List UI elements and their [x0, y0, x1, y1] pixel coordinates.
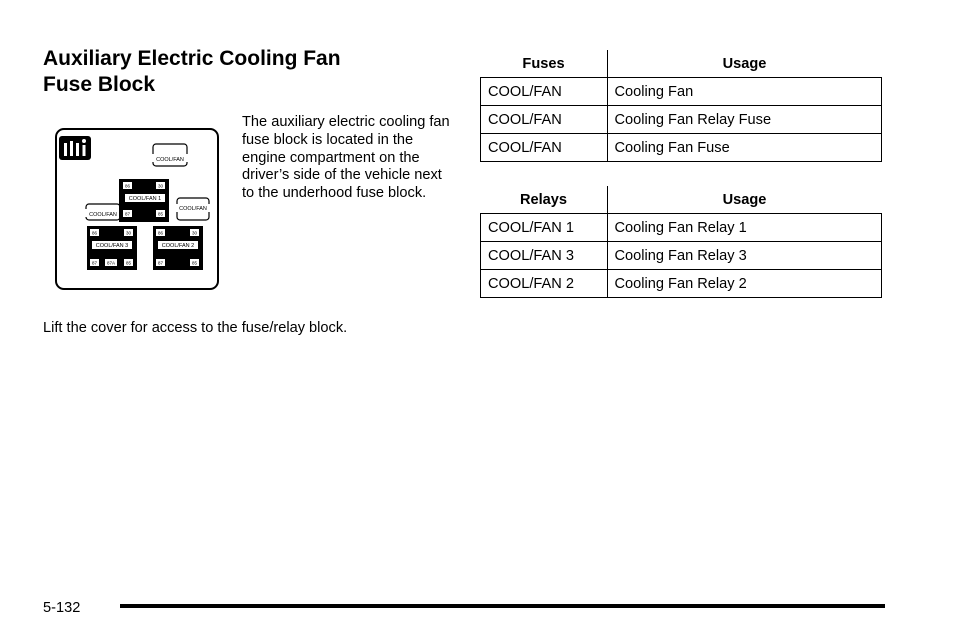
table-cell: Cooling Fan Fuse	[607, 134, 882, 162]
svg-text:87: 87	[124, 211, 131, 217]
svg-text:30: 30	[125, 230, 132, 236]
fuse-top-label: COOL/FAN	[156, 157, 184, 163]
page-title	[43, 46, 341, 98]
table-cell: COOL/FAN 1	[481, 214, 608, 242]
relay-cool-fan-2	[153, 226, 203, 270]
svg-text:85: 85	[157, 211, 164, 217]
relay-cool-fan-1	[119, 179, 169, 222]
svg-text:85: 85	[125, 260, 132, 266]
fuse-left-label: COOL/FAN	[89, 212, 117, 218]
table-cell: Cooling Fan Relay 3	[607, 242, 882, 270]
svg-text:87: 87	[91, 260, 98, 266]
fuse-top	[152, 144, 188, 166]
title-line-2: Fuse Block	[43, 73, 156, 96]
svg-text:30: 30	[191, 230, 198, 236]
access-note: Lift the cover for access to the fuse/relay block.	[43, 320, 348, 336]
table-row	[481, 270, 882, 298]
svg-text:85: 85	[191, 260, 198, 266]
table-cell: Cooling Fan Relay Fuse	[607, 106, 882, 134]
svg-text:87: 87	[157, 260, 164, 266]
table-row	[481, 106, 882, 134]
table-cell: COOL/FAN	[481, 106, 608, 134]
table-row	[481, 214, 882, 242]
column-header: Usage	[607, 186, 882, 214]
table-cell: Cooling Fan Relay 1	[607, 214, 882, 242]
table-header-row	[481, 50, 882, 78]
table-cell: COOL/FAN	[481, 134, 608, 162]
relay-1-label: COOL/FAN 1	[128, 196, 162, 202]
relay-cool-fan-3	[87, 226, 137, 270]
table-cell: COOL/FAN 2	[481, 270, 608, 298]
svg-text:30: 30	[157, 183, 164, 189]
page-number: 5-132	[43, 600, 81, 616]
fuse-right-label: COOL/FAN	[179, 206, 207, 212]
table-row	[481, 78, 882, 106]
svg-text:86: 86	[124, 183, 131, 189]
column-header: Usage	[607, 50, 882, 78]
relay-2-label: COOL/FAN 2	[161, 243, 195, 249]
table-cell: COOL/FAN	[481, 78, 608, 106]
column-header: Fuses	[481, 50, 608, 78]
table-header-row	[481, 186, 882, 214]
fuses-table	[480, 50, 882, 162]
fuse-right	[176, 198, 210, 220]
relays-table	[480, 186, 882, 298]
table-cell: Cooling Fan Relay 2	[607, 270, 882, 298]
title-line-1: Auxiliary Electric Cooling Fan	[43, 47, 341, 70]
owners-manual-icon	[59, 136, 91, 160]
footer-rule	[120, 604, 885, 608]
table-row	[481, 134, 882, 162]
relay-3-label: COOL/FAN 3	[95, 243, 129, 249]
table-cell: Cooling Fan	[607, 78, 882, 106]
svg-text:87A: 87A	[106, 260, 116, 266]
table-cell: COOL/FAN 3	[481, 242, 608, 270]
svg-text:86: 86	[91, 230, 98, 236]
fuse-left	[85, 204, 121, 220]
intro-paragraph: The auxiliary electric cooling fan fuse block is located in the engine compartment on the driver’s side of the vehicle next to the underhood fuse block.	[242, 114, 450, 202]
column-header: Relays	[481, 186, 608, 214]
table-row	[481, 242, 882, 270]
fuse-block-diagram	[55, 128, 220, 291]
svg-text:86: 86	[157, 230, 164, 236]
